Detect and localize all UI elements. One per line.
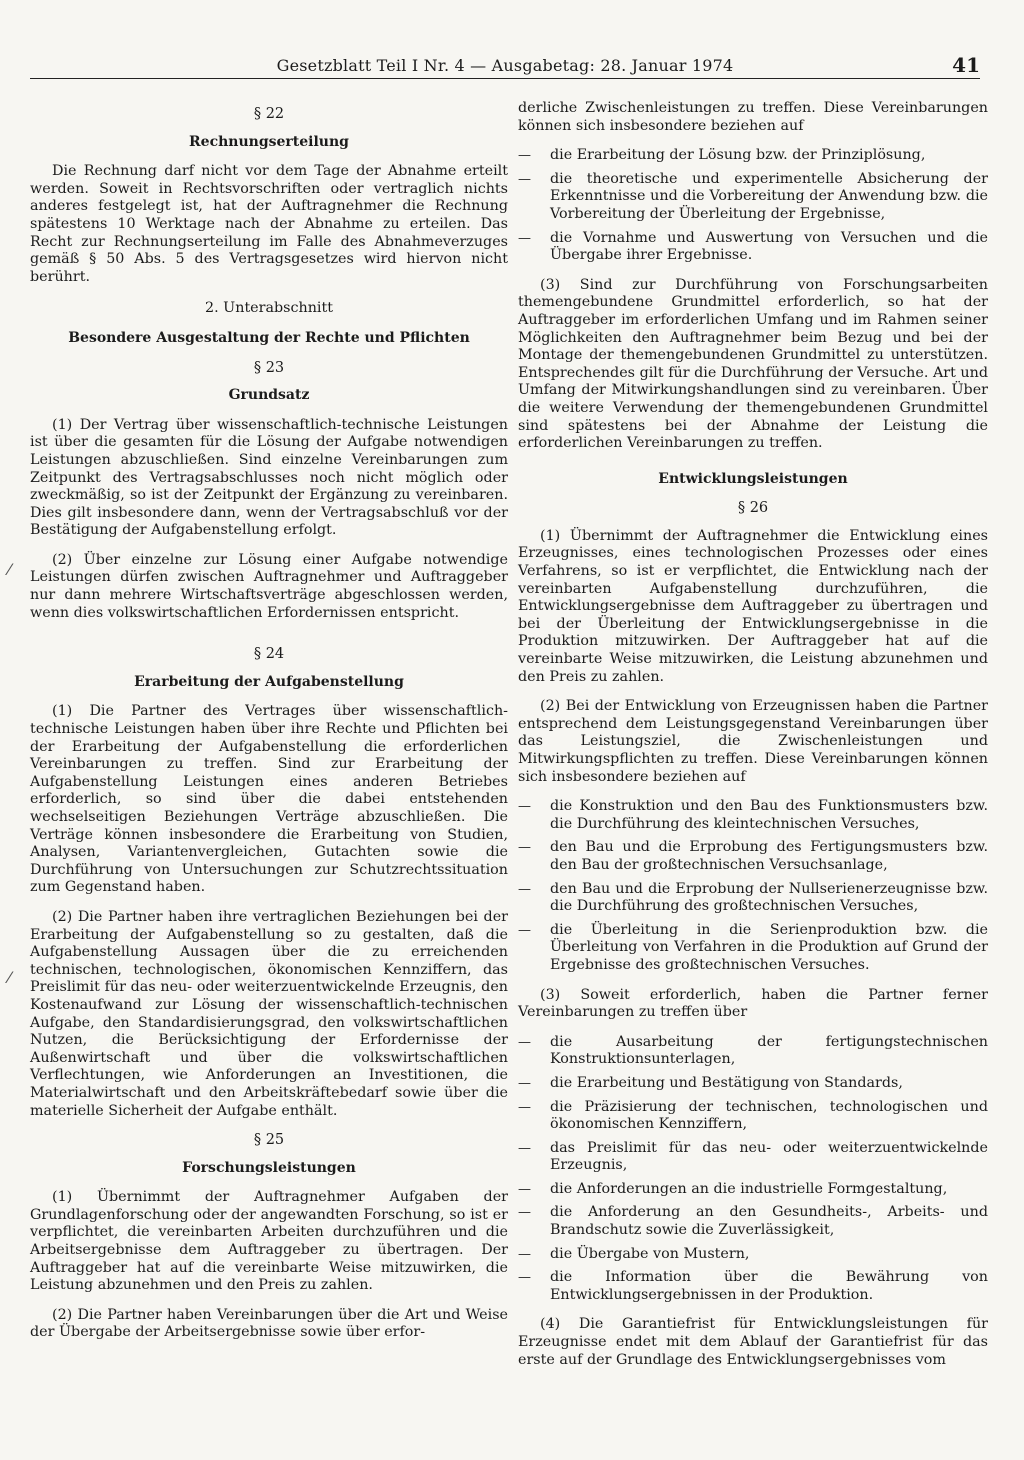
paragraph: (1) Der Vertrag über wissenschaftlich-technische Leistungen ist über die gesamten für die Lösung der Aufgabe notwendigen Leistungen abzuschließen. Sind einzelne Vereinbarungen zum Zeitpunkt des Vertragsabschlusses noch nicht möglich oder zweckmäßig, so ist der Zeitpunkt der Ergänzung zu vereinbaren. Dies gilt insbesondere dann, wenn der Vertragsabschluß vor der Bestätigung der Aufgabenstellung erfolgt. <box>30 416 508 539</box>
paragraph: (3) Sind zur Durchführung von Forschungsarbeiten themengebundene Grundmittel erforderlich, so hat der Auftraggeber im erforderlichen Umfang und im Rahmen seiner Möglichkeiten den Auftragnehmer beim Bezug und bei der Montage der themengebundenen Grundmittel zu unterstützen. Entsprechendes gilt für die Durchführung der Versuche. Art und Umfang der Mitwirkungshandlungen sind zu vereinbaren. Über die weitere Verwendung der themengebundenen Grundmittel sind spätestens bei der Abnahme der Leistung die erforderlichen Vereinbarungen zu treffen. <box>518 276 988 452</box>
list-item: — die Anforderungen an die industrielle Formgestaltung, <box>518 1181 988 1199</box>
list-item: — die Erarbeitung der Lösung bzw. der Prinziplösung, <box>518 147 988 165</box>
gazette-title: Gesetzblatt Teil I Nr. 4 — Ausgabetag: 28. Januar 1974 <box>276 56 734 75</box>
paragraph: (1) Die Partner des Vertrages über wissenschaftlich-technische Leistungen haben über ihre Rechte und Pflichten bei der Erarbeitung der Aufgabenstellung die erforderlichen Vereinbarungen zu treffen. Sind zur Erarbeitung der Aufgabenstellung Leistungen eines anderen Betriebes erforderlich, so sind über die dabei entstehenden wechselseitigen Beziehungen Verträge abzuschließen. Die Verträge können insbesondere die Erarbeitung von Studien, Analysen, Variantenvergleichen, Gutachten sowie die Durchführung von Untersuchungen zur Schutzrechtssituation zum Gegenstand haben. <box>30 703 508 896</box>
list-item: — den Bau und die Erprobung des Fertigungsmusters bzw. den Bau der großtechnischen Versuchsanlage, <box>518 839 988 874</box>
list-item: — das Preislimit für das neu- oder weiterzuentwickelnde Erzeugnis, <box>518 1140 988 1175</box>
section-number: § 24 <box>253 646 285 663</box>
margin-mark: ⁄ <box>8 560 11 579</box>
section-number: § 26 <box>737 500 769 517</box>
paragraph: (2) Bei der Entwicklung von Erzeugnissen haben die Partner entsprechend dem Leistungsgegenstand Vereinbarungen über das Leistungsziel, die Zwischenleistungen und Mitwirkungspflichten zu treffen. Diese Vereinbarungen können sich insbesondere beziehen auf <box>518 698 988 785</box>
paragraph: (2) Die Partner haben Vereinbarungen über die Art und Weise der Übergabe der Arbeitsergebnisse sowie über erfor- <box>30 1306 508 1341</box>
list-item: — die Ausarbeitung der fertigungstechnischen Konstruktionsunterlagen, <box>518 1034 988 1069</box>
section-heading: Erarbeitung der Aufgabenstellung <box>134 673 404 690</box>
paragraph: (1) Übernimmt der Auftragnehmer Aufgaben der Grundlagenforschung oder der angewandten Forschung, so ist er verpflichtet, die vereinbarten Arbeiten durchzuführen und die Arbeitsergebnisse dem Auftraggeber zu übertragen. Der Auftraggeber hat auf die vereinbarte Weise mitzuwirken, die Leistung abzunehmen und den Preis zu zahlen. <box>30 1189 508 1294</box>
section-heading: Grundsatz <box>228 387 310 404</box>
list-item: — die Konstruktion und den Bau des Funktionsmusters bzw. die Durchführung des kleintechnischen Versuches, <box>518 798 988 833</box>
list-item: — die Information über die Bewährung von Entwicklungsergebnissen in der Produktion. <box>518 1269 988 1304</box>
list-item: — die theoretische und experimentelle Absicherung der Erkenntnisse und die Vorbereitung der Anwendung bzw. die Vorbereitung der Überleitung der Ergebnisse, <box>518 171 988 224</box>
list-item: — die Vornahme und Auswertung von Versuchen und die Übergabe ihrer Ergebnisse. <box>518 230 988 265</box>
list-item: — die Anforderung an den Gesundheits-, Arbeits- und Brandschutz sowie die Zuverlässigkeit, <box>518 1204 988 1239</box>
dash-list <box>518 147 988 265</box>
page-number: 41 <box>952 53 980 77</box>
left-column <box>30 100 508 1354</box>
paragraph: (4) Die Garantiefrist für Entwicklungsleistungen für Erzeugnisse endet mit dem Ablauf der Garantiefrist für das erste auf der Grundlage des Entwicklungsergebnisses vom <box>518 1316 988 1368</box>
subsection-label: 2. Unterabschnitt <box>205 300 333 317</box>
list-item: — die Erarbeitung und Bestätigung von Standards, <box>518 1075 988 1093</box>
subsection-heading: Besondere Ausgestaltung der Rechte und Pflichten <box>68 329 470 346</box>
page-header <box>30 52 980 79</box>
dash-list <box>518 1034 988 1305</box>
paragraph: (3) Soweit erforderlich, haben die Partner ferner Vereinbarungen zu treffen über <box>518 986 988 1021</box>
paragraph: Die Rechnung darf nicht vor dem Tage der Abnahme erteilt werden. Soweit in Rechtsvorschriften oder vertraglich nichts anderes festgelegt ist, hat der Auftragnehmer die Rechnung spätestens 10 Werktage nach der Abnahme zu erteilen. Das Recht zur Rechnungserteilung im Falle des Abnahmeverzuges gemäß § 50 Abs. 5 des Vertragsgesetzes wird hiervon nicht berührt. <box>30 163 508 285</box>
section-number: § 25 <box>253 1132 285 1149</box>
paragraph-continuation: derliche Zwischenleistungen zu treffen. Diese Vereinbarungen können sich insbesondere beziehen auf <box>518 100 988 134</box>
paragraph: (2) Die Partner haben ihre vertraglichen Beziehungen bei der Erarbeitung der Aufgabenstellung so zu gestalten, daß die Aufgabenstellung Aussagen über die zu erreichenden technischen, technologischen, ökonomischen Kennziffern, das Preislimit für das neu- oder weiterzuentwickelnde Erzeugnis, den Kostenaufwand zur Lösung der wissenschaftlich-technischen Aufgabe, den Standardisierungsgrad, den volkswirtschaftlichen Nutzen, die Berücksichtigung der Erfordernisse der Außenwirtschaft und über die volkswirtschaftlichen Verflechtungen, wie Anforderungen an Investitionen, die Materialwirtschaft und den Arbeitskräftebedarf sowie über die materielle Sicherheit der Aufgabe enthält. <box>30 908 508 1119</box>
paragraph: (2) Über einzelne zur Lösung einer Aufgabe notwendige Leistungen dürfen zwischen Auftragnehmer und Auftraggeber nur dann mehrere Wirtschaftsverträge abgeschlossen werden, wenn dies volkswirtschaftlichen Erfordernissen entspricht. <box>30 551 508 621</box>
section-heading: Rechnungserteilung <box>189 133 349 150</box>
paragraph: (1) Übernimmt der Auftragnehmer die Entwicklung eines Erzeugnisses, eines technologischen Prozesses oder eines Verfahrens, so ist er verpflichtet, die Entwicklung nach der vereinbarten Aufgabenstellung durchzuführen, die Entwicklungsergebnisse dem Auftraggeber zu übertragen und bei der Überleitung der Entwicklungsergebnisse in die Produktion mitzuwirken. Der Auftraggeber hat auf die vereinbarte Weise mitzuwirken, die Leistung abzunehmen und den Preis zu zahlen. <box>518 527 988 685</box>
section-number: § 22 <box>253 106 285 122</box>
section-heading: Entwicklungsleistungen <box>658 470 848 487</box>
margin-mark: ⁄ <box>8 968 11 987</box>
list-item: — die Überleitung in die Serienproduktion bzw. die Überleitung von Verfahren in die Produktion auf Grund der Ergebnisse des großtechnischen Versuches. <box>518 922 988 975</box>
section-heading: Forschungsleistungen <box>182 1159 356 1176</box>
list-item: — den Bau und die Erprobung der Nullserienerzeugnisse bzw. die Durchführung des großtechnischen Versuches, <box>518 881 988 916</box>
list-item: — die Übergabe von Mustern, <box>518 1246 988 1264</box>
right-column <box>518 100 988 1381</box>
list-item: — die Präzisierung der technischen, technologischen und ökonomischen Kennziffern, <box>518 1099 988 1134</box>
dash-list <box>518 798 988 974</box>
section-number: § 23 <box>253 359 285 376</box>
